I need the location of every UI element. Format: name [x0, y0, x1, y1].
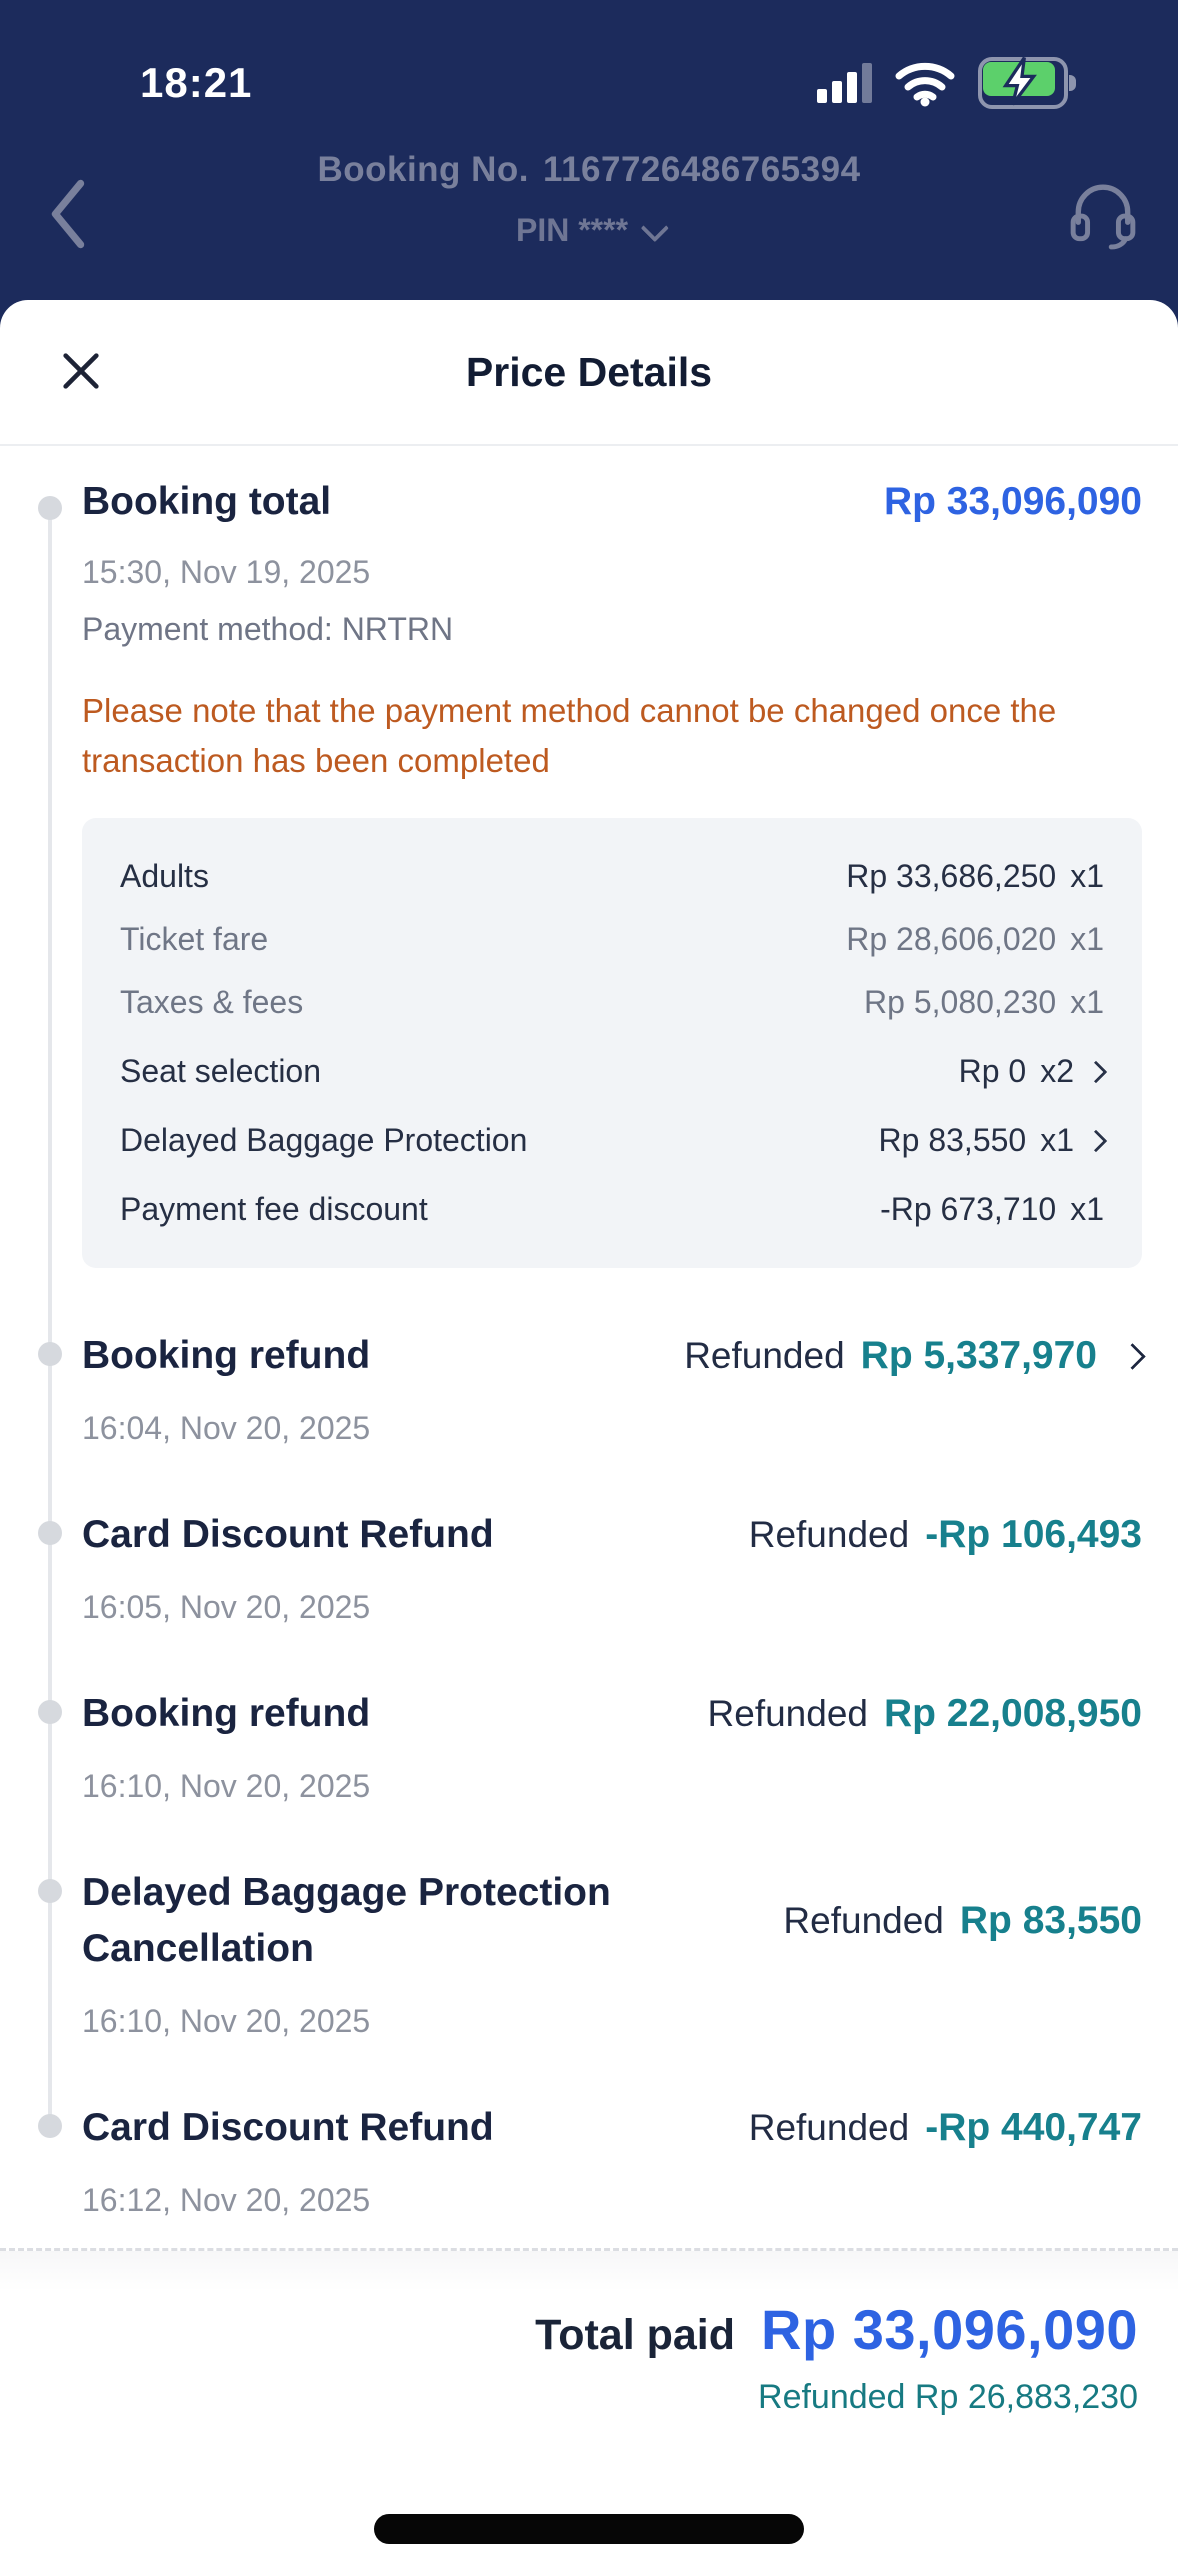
timeline-dot — [38, 1700, 62, 1724]
breakdown-row — [120, 1191, 1104, 1228]
chevron-right-icon — [1085, 1060, 1108, 1083]
refund-status-label: Refunded — [783, 1900, 944, 1941]
breakdown-value: -Rp 673,710 — [880, 1191, 1057, 1227]
breakdown-qty: x1 — [1070, 858, 1104, 894]
timeline-dot — [38, 496, 62, 520]
booking-number-label: Booking No. — [317, 150, 530, 189]
refund-events-list — [38, 1268, 1142, 2219]
status-bar — [0, 46, 1178, 120]
breakdown-value-group — [846, 921, 1104, 958]
refund-event-timestamp: 16:05, Nov 20, 2025 — [82, 1589, 371, 1625]
headset-icon — [1068, 176, 1138, 252]
breakdown-label: Payment fee discount — [120, 1191, 428, 1227]
refund-status-label: Refunded — [748, 1514, 910, 1555]
refund-event-title: Booking refund — [82, 1692, 371, 1735]
total-refunded-line: Refunded Rp 26,883,230 — [758, 2378, 1138, 2416]
refund-event-item — [38, 1447, 1142, 1626]
cellular-signal-icon — [817, 63, 872, 103]
timeline-dot — [38, 1342, 62, 1366]
sheet-body — [0, 446, 1178, 2248]
pin-label: PIN **** — [515, 212, 629, 248]
refund-event-item — [38, 2040, 1142, 2219]
status-icons — [817, 57, 1082, 109]
price-breakdown-box — [82, 818, 1142, 1268]
breakdown-qty: x1 — [1070, 921, 1104, 957]
breakdown-label: Seat selection — [120, 1053, 322, 1089]
refund-amount: Rp 83,550 — [959, 1899, 1142, 1942]
refund-amount: Rp 5,337,970 — [860, 1334, 1097, 1377]
refund-event-item — [38, 1805, 1142, 2040]
refund-event-amount-group — [749, 2106, 1142, 2150]
refund-event-amount-group — [708, 1692, 1142, 1736]
refund-event-timestamp: 16:12, Nov 20, 2025 — [82, 2182, 371, 2218]
booking-total-item — [38, 480, 1142, 1268]
refund-status-label: Refunded — [707, 1693, 868, 1734]
breakdown-qty: x1 — [1070, 1191, 1104, 1227]
breakdown-value-group — [846, 858, 1104, 895]
chevron-right-icon — [1085, 1129, 1108, 1152]
breakdown-row[interactable] — [120, 1053, 1104, 1090]
help-button[interactable] — [1068, 176, 1138, 252]
refund-event-amount-group[interactable] — [684, 1334, 1142, 1378]
refund-status-label: Refunded — [684, 1335, 845, 1376]
refund-event-timestamp: 16:10, Nov 20, 2025 — [82, 1768, 371, 1804]
breakdown-row — [120, 858, 1104, 895]
refund-event-amount-group — [783, 1899, 1142, 1943]
home-indicator[interactable] — [374, 2514, 804, 2544]
breakdown-label: Ticket fare — [120, 921, 269, 957]
booking-number-value: 1167726486765394 — [543, 150, 861, 189]
breakdown-label: Adults — [120, 858, 209, 894]
breakdown-label: Taxes & fees — [120, 984, 304, 1020]
breakdown-row — [120, 984, 1104, 1021]
sheet-header — [0, 300, 1178, 446]
breakdown-value: Rp 5,080,230 — [864, 984, 1057, 1020]
price-details-sheet — [0, 300, 1178, 2560]
booking-total-title: Booking total — [82, 480, 332, 523]
booking-total-timestamp: 15:30, Nov 19, 2025 — [82, 554, 371, 590]
refund-amount: Rp 22,008,950 — [883, 1692, 1142, 1735]
breakdown-value-group — [959, 1053, 1104, 1090]
breakdown-value: Rp 0 — [958, 1053, 1027, 1089]
chevron-down-icon — [641, 214, 669, 242]
breakdown-value-group — [879, 1122, 1104, 1159]
breakdown-value-group — [864, 984, 1104, 1021]
breakdown-qty: x1 — [1040, 1122, 1074, 1158]
booking-total-amount: Rp 33,096,090 — [883, 480, 1142, 523]
breakdown-row — [120, 921, 1104, 958]
breakdown-qty: x2 — [1040, 1053, 1074, 1089]
refund-amount: -Rp 106,493 — [925, 1513, 1142, 1556]
payment-method-warning: Please note that the payment method cannot be changed once the transaction has been completed — [82, 692, 1057, 779]
wifi-icon — [894, 59, 956, 107]
breakdown-value: Rp 33,686,250 — [846, 858, 1057, 894]
refund-event-amount-group — [749, 1513, 1142, 1557]
timeline-dot — [38, 1521, 62, 1545]
timeline-dot — [38, 2114, 62, 2138]
breakdown-value-group — [880, 1191, 1104, 1228]
refund-event-title: Card Discount Refund — [82, 1513, 494, 1556]
breakdown-qty: x1 — [1070, 984, 1104, 1020]
total-footer — [0, 2248, 1178, 2560]
refund-status-label: Refunded — [748, 2107, 910, 2148]
total-paid-label: Total paid — [535, 2311, 736, 2359]
refund-event-item — [38, 1268, 1142, 1447]
refund-event-title: Delayed Baggage Protection Cancellation — [82, 1871, 611, 1970]
chevron-right-icon — [1119, 1343, 1146, 1370]
breakdown-label: Delayed Baggage Protection — [120, 1122, 528, 1158]
battery-charging-icon — [978, 57, 1082, 109]
sheet-title: Price Details — [465, 349, 713, 395]
breakdown-row[interactable] — [120, 1122, 1104, 1159]
booking-number-line — [0, 150, 1178, 190]
clock: 18:21 — [140, 59, 253, 106]
refund-event-item — [38, 1626, 1142, 1805]
refund-event-timestamp: 16:04, Nov 20, 2025 — [82, 1410, 371, 1446]
refund-event-timestamp: 16:10, Nov 20, 2025 — [82, 2003, 371, 2039]
refund-amount: -Rp 440,747 — [925, 2106, 1142, 2149]
total-paid-amount: Rp 33,096,090 — [761, 2298, 1138, 2361]
refund-event-title: Card Discount Refund — [82, 2106, 494, 2149]
pin-dropdown[interactable] — [516, 212, 662, 249]
refund-event-title: Booking refund — [82, 1334, 371, 1377]
timeline-dot — [38, 1879, 62, 1903]
payment-method: Payment method: NRTRN — [82, 611, 454, 647]
booking-nav-header — [0, 150, 1178, 290]
breakdown-value: Rp 83,550 — [878, 1122, 1027, 1158]
breakdown-value: Rp 28,606,020 — [846, 921, 1057, 957]
